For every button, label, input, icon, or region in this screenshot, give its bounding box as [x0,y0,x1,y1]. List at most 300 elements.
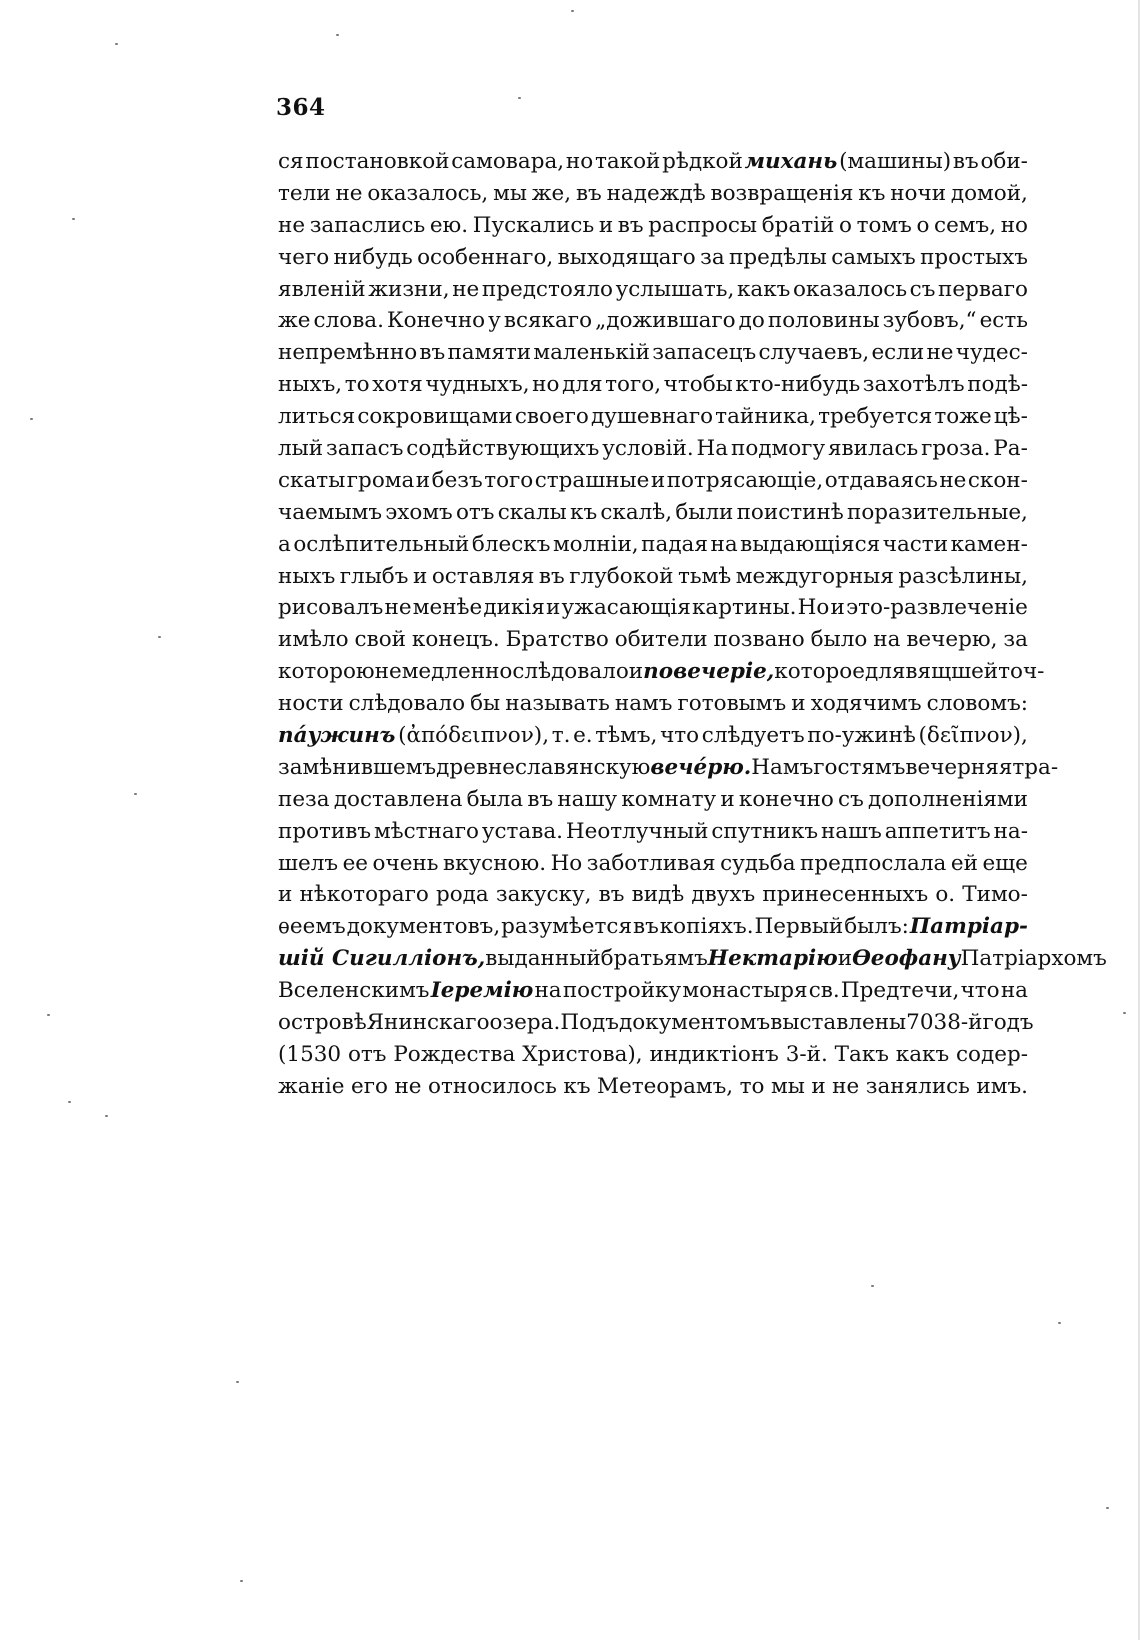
word: готовымъ [677,691,787,717]
word: Іеремію [430,978,534,1004]
word: отъ [347,1041,387,1067]
word: не [384,595,412,621]
word: своего [514,404,589,430]
word: тоже [934,404,992,430]
word: на [1000,978,1028,1004]
scan-speck [115,43,118,45]
word: мѣстнаго [373,818,479,844]
word: и [415,467,431,493]
word: для [864,659,906,685]
word: ужасающія [561,595,691,621]
word: такой [594,149,661,174]
word: копіяхъ. [659,914,754,940]
word: блескъ [471,531,551,557]
word: братій [761,212,835,238]
word: но [565,149,594,174]
scan-speck [871,1285,874,1287]
word: устава. [481,818,563,844]
word: разсѣлины, [898,563,1028,589]
word: отдаваясь [824,467,938,493]
word: заботливая [586,850,716,876]
word: былъ: [844,914,909,940]
word: разумѣется [501,914,633,940]
word: вечéрю. [650,754,752,780]
word: въ [952,149,979,174]
word: пáужинъ [278,723,396,749]
word: оставляя [431,563,535,589]
word: что [960,978,1000,1004]
word: выданный [485,946,601,972]
word: рѣдкой [662,149,743,174]
word: потрясающіе, [666,467,824,493]
word: Вселенскимъ [278,978,430,1004]
word: содер- [956,1041,1028,1067]
word: половины [767,308,880,334]
word: самовара, [451,149,565,174]
word: молніи, [552,531,639,557]
word: Янинскаго [366,1010,490,1036]
word: нѣкотораго [299,882,429,908]
word: душевнаго [591,404,714,430]
text-line [278,1039,1028,1071]
word: ныхъ, [278,372,343,398]
word: ныхъ [278,563,336,589]
word: семъ, [934,212,997,238]
word: Неотлучный [565,818,709,844]
word: въ [617,212,644,238]
word: чтобы [663,372,733,398]
word: возвращенія [710,180,854,206]
word: Подъ [560,1010,619,1036]
scan-speck [72,218,75,220]
word: очень [372,850,439,876]
word: кто-нибудь [735,372,861,398]
word: постройку [562,978,682,1004]
text-line [278,975,1028,1007]
word: и [811,1073,826,1099]
text-line [278,497,1028,529]
text-line [278,816,1028,848]
body-text [278,146,1107,1103]
word: Метеорамъ, [597,1073,734,1099]
word: литься [278,404,356,430]
text-line [278,784,1028,816]
word: на [710,531,738,557]
word: слѣдовало [512,659,629,685]
text-line [278,624,1028,656]
word: конецъ. [411,627,500,653]
text-line [278,146,1028,178]
word: ослѣпительный [293,531,470,557]
scan-speck [518,97,521,99]
text-line [278,561,1028,593]
word: закуску, [495,882,592,908]
word: монастыря [682,978,808,1004]
word: островѣ [278,1010,367,1036]
word: Братство [505,627,609,653]
word: документомъ [618,1010,771,1036]
word: требуется [818,404,933,430]
text-line [278,848,1028,880]
word: захотѣлъ [862,372,965,398]
word: Тимо- [962,882,1028,908]
word: рода [435,882,489,908]
word: гроза. [921,436,991,462]
word: „дожившаго [595,308,736,334]
word: замѣнившемъ [278,754,437,780]
word: къ [570,499,598,525]
word: нашу [557,786,618,812]
word: всякаго [503,308,593,334]
word: лый [278,436,324,462]
word: точ- [998,659,1045,685]
text-line [278,943,1107,975]
text-line [278,720,1028,752]
word: скаты [278,467,346,493]
word: братьямъ [600,946,708,972]
word: страшные [534,467,650,493]
word: въ [575,180,602,206]
word: Предтечи, [840,978,960,1004]
word: намъ [614,691,673,717]
scan-speck [30,418,33,420]
word: доставлена [333,786,463,812]
word: того [484,467,534,493]
word: не [335,180,363,206]
word: не [832,1073,860,1099]
word: ся [278,149,304,174]
word: грома [346,467,415,493]
word: но [532,372,560,398]
text-line [278,752,1059,784]
scan-speck [236,1381,239,1383]
word: поразительные, [846,499,1028,525]
word: чудныхъ, [425,372,530,398]
word: картины. [691,595,797,621]
word: условій. [602,436,694,462]
word: части [882,531,949,557]
word: камен- [950,531,1028,557]
word: подмогу [731,436,826,462]
word: немедленно [374,659,513,685]
word: постановкой [305,149,450,174]
word: чудес- [955,340,1028,366]
word: домой, [950,180,1028,206]
word: на- [993,818,1028,844]
word: содѣйствующихъ [406,436,600,462]
word: Патріархомъ [960,946,1107,972]
word: не [278,212,306,238]
word: (машины) [839,149,952,174]
word: глубокой [569,563,674,589]
word: еще [982,850,1028,876]
word: видѣ [631,882,685,908]
word: Ра- [993,436,1028,462]
word: скалѣ, [600,499,673,525]
word: озера. [489,1010,561,1036]
word: эхомъ [385,499,453,525]
word: которою [278,659,375,685]
word: На [696,436,729,462]
word: скалы [497,499,567,525]
word: Но [797,595,830,621]
word: не [452,276,480,302]
word: (ἀπόδειπνον), [398,723,550,749]
word: о [838,212,852,238]
word: и [650,467,666,493]
word: вкусною. [442,850,547,876]
word: но [1000,212,1028,238]
word: то [344,372,370,398]
word: принесенныхъ [762,882,929,908]
word: Христова), [522,1041,643,1067]
word: если [871,340,925,366]
text-line [278,337,1028,369]
word: гостямъ [813,754,906,780]
word: случаевъ, [758,340,870,366]
word: простыхъ [920,244,1028,270]
word: подѣ- [967,372,1028,398]
word: и [830,595,845,621]
word: была [466,786,524,812]
word: какъ [736,276,791,302]
text-line [278,465,1028,497]
word: 3-й. [785,1041,828,1067]
word: падая [641,531,708,557]
text-line [278,879,1028,911]
text-line [278,401,1028,433]
scan-speck [68,1101,71,1103]
word: и [278,882,293,908]
text-line [278,274,1028,306]
word: запасъ [325,436,404,462]
word: сокровищами [357,404,513,430]
scan-speck [1106,1507,1109,1509]
word: есть [979,308,1028,334]
text-line [278,592,1028,624]
word: скон- [967,467,1028,493]
word: а [278,531,291,557]
word: предѣлы [729,244,827,270]
word: за [1003,627,1028,653]
word: повечеріе, [643,659,775,685]
word: пеза [278,786,330,812]
word: выставлены [770,1010,907,1036]
word: ее [342,850,369,876]
scan-speck [134,793,137,795]
word: (1530 [278,1041,342,1067]
word: безъ [431,467,483,493]
word: выдающіяся [740,531,881,557]
word: чаемымъ [278,499,382,525]
word: непремѣнно [278,340,418,366]
word: михань [744,149,838,174]
word: слѣдовало [348,691,466,717]
word: вечерю, [906,627,998,653]
word: у [488,308,501,334]
word: Рождества [393,1041,516,1067]
word: для [562,372,603,398]
word: тьмѣ [677,563,732,589]
word: же [278,308,311,334]
word: имъ. [976,1073,1028,1099]
word: документовъ, [346,914,501,940]
text-line [278,529,1028,561]
word: маленькій [533,340,650,366]
word: и [546,595,561,621]
word: (δεῖπνον), [918,723,1028,749]
word: Первый [754,914,844,940]
word: тѣмъ, [595,723,658,749]
word: томъ [856,212,912,238]
word: годъ [982,1010,1034,1036]
word: слѣдуетъ [701,723,805,749]
word: ей [950,850,978,876]
word: бы [470,691,501,717]
word: и [791,691,806,717]
word: до [738,308,765,334]
word: имѣло [278,627,349,653]
text-line [278,656,1045,688]
word: тра- [1012,754,1059,780]
word: съ [838,786,864,812]
word: Но [550,850,583,876]
word: оби- [980,149,1028,174]
word: надеждѣ [606,180,706,206]
word: запасецъ [652,340,757,366]
word: шелъ [278,850,339,876]
word: въ [527,786,554,812]
word: индиктіонъ [649,1041,779,1067]
word: тели [278,180,331,206]
word: относилось [428,1073,557,1099]
word: обители [614,627,708,653]
word: и [628,659,644,685]
word: Ѳеофану [852,946,961,972]
word: вящшей [905,659,999,685]
word: жизни, [368,276,450,302]
word: мы [770,1073,805,1099]
word: противъ [278,818,372,844]
word: же, [531,180,572,206]
word: въ [632,914,659,940]
text-line [278,178,1028,210]
word: вечерняя [905,754,1013,780]
word: Нектарію [707,946,838,972]
page-number: 364 [276,94,326,121]
word: глыбъ [339,563,409,589]
word: дикія [483,595,545,621]
word: явленій [278,276,366,302]
word: къ [563,1073,591,1099]
scan-speck [105,1115,108,1117]
word: выходящаго [557,244,696,270]
word: менѣе [412,595,483,621]
word: о [916,212,930,238]
scan-speck [158,636,161,638]
word: памяти [447,340,532,366]
word: на [873,627,901,653]
word: е. [573,723,593,749]
word: за [700,244,725,270]
word: того, [605,372,662,398]
word: ночи [890,180,947,206]
word: не [926,340,954,366]
word: были [675,499,734,525]
word: судьба [720,850,796,876]
word: чего [278,244,330,270]
word: особеннаго, [417,244,554,270]
word: слова. [313,308,384,334]
word: которое [774,659,865,685]
word: не [939,467,967,493]
word: рисовалъ [278,595,384,621]
word: дополненіями [867,786,1028,812]
word: что [660,723,700,749]
text-line [278,911,1028,943]
word: ею. [429,212,469,238]
scan-speck [1058,1322,1061,1324]
word: 7038-й [906,1010,983,1036]
word: отъ [455,499,495,525]
word: Патріар- [909,914,1028,940]
word: къ [858,180,886,206]
scan-speck [571,10,574,12]
word: распросы [648,212,758,238]
text-line [278,688,1028,720]
text-line [278,1071,1028,1103]
scan-speck [1123,1012,1126,1014]
word: Пускались [472,212,595,238]
word: и [598,212,614,238]
text-line [278,210,1028,242]
word: тайника, [715,404,816,430]
word: оказалось [792,276,908,302]
word: предпослала [800,850,947,876]
word: предстояло [481,276,613,302]
word: то [739,1073,765,1099]
word: двухъ [691,882,756,908]
word: цѣ- [993,404,1028,430]
word: св. [808,978,840,1004]
word: зубовъ,“ [882,308,977,334]
word: ности [278,691,344,717]
word: перваго [938,276,1028,302]
word: ходячимъ [810,691,922,717]
word: самыхъ [831,244,916,270]
word: шій Сигилліонъ, [278,946,486,972]
word: конечно [738,786,834,812]
word: словомъ: [926,691,1028,717]
word: оказалось, [367,180,489,206]
word: поистинѣ [736,499,844,525]
text-line [278,433,1028,465]
word: жаніе [278,1073,345,1099]
word: нибудь [333,244,413,270]
word: позвано [713,627,805,653]
text-line [278,305,1028,337]
word: Конечно [386,308,486,334]
word: спутникъ [711,818,819,844]
word: съ [909,276,936,302]
word: занялись [865,1073,970,1099]
text-line [278,242,1028,274]
word: запаслись [309,212,426,238]
word: и [412,563,428,589]
scan-speck [47,1014,50,1016]
word: и [837,946,853,972]
word: какъ [895,1041,950,1067]
